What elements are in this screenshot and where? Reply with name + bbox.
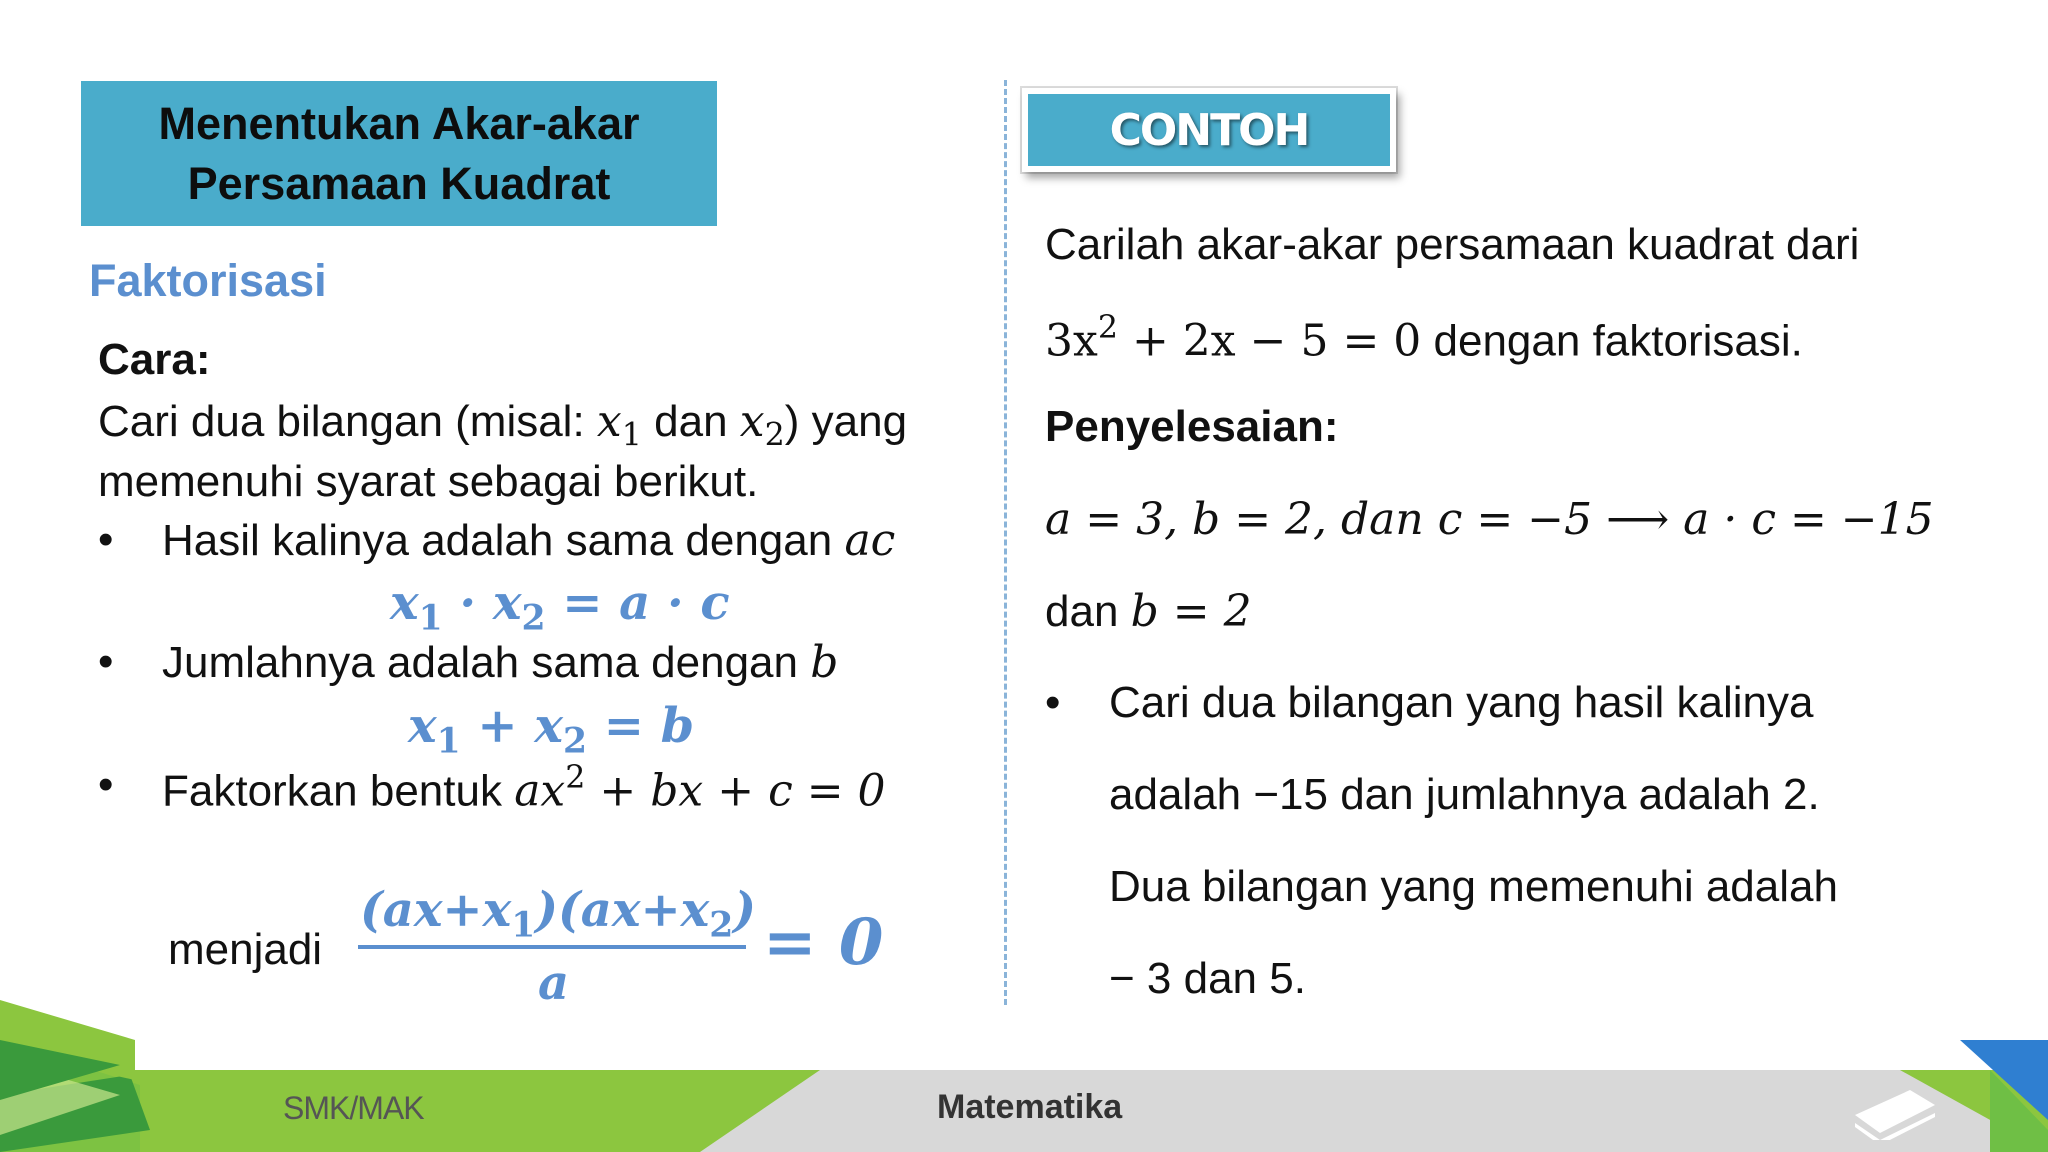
bullet-2-text: Jumlahnya adalah sama dengan b [162,637,839,688]
bullet-dot: • [98,515,114,564]
example-bullet-dot: • [1045,678,1061,727]
dan-line: dan b = 2 [1045,586,1252,637]
bullet-dot: • [98,760,114,809]
footer-school-label: SMK/MAK [283,1090,424,1126]
contoh-badge [1022,88,1396,172]
values-line: a = 3, b = 2, dan c = −5 ⟶ a · c = −15 [1045,494,1934,545]
example-bullet-line-4: − 3 dan 5. [1109,954,1306,1003]
example-bullet-line-3: Dua bilangan yang memenuhi adalah [1109,862,1838,911]
fraction-denominator: a [538,955,570,1011]
example-equation: $3x^2 + 2x - 5 = 0$ dengan faktorisasi. [1045,310,1803,367]
example-bullet-line-1: Cari dua bilangan yang hasil kalinya [1109,678,1814,727]
penyelesaian-label: Penyelesaian: [1045,402,1339,451]
footer-gray-band [700,1070,2048,1152]
sum-formula: $x_1 + x_2 = b$ [408,698,695,762]
book-logo-icon [1850,1085,1940,1140]
fraction-numerator: $(ax+x_1)(ax+x_2)$ [360,882,757,946]
equals-zero: = 0 [763,905,884,980]
column-divider [1004,80,1007,1005]
bullet-3-text: Faktorkan bentuk $ax^2$ + bx + c = 0 [162,760,886,817]
title-line-1: Menentukan Akar-akar [158,97,640,149]
intro-line-2: memenuhi syarat sebagai berikut. [98,457,759,506]
example-bullet-line-2: adalah −15 dan jumlahnya adalah 2. [1109,770,1820,819]
section-heading: Faktorisasi [89,255,327,306]
left-decor-icon [0,980,150,1100]
footer-subject-label: Matematika [937,1088,1123,1126]
title-line-2: Persamaan Kuadrat [187,157,611,209]
product-formula: $x_1 \cdot x_2 = a \cdot c$ [390,575,730,639]
bullet-1-text: Hasil kalinya adalah sama dengan ac [162,515,896,566]
title-box [81,81,717,226]
fraction-bar [358,945,746,949]
bullet-dot: • [98,637,114,686]
menjadi-label: menjadi [168,925,323,974]
intro-line-1: Cari dua bilangan (misal: $x_1$ dan $x_2$) yang [98,396,908,454]
cara-label: Cara: [98,335,211,384]
example-line-1: Carilah akar-akar persamaan kuadrat dari [1045,220,1860,269]
contoh-label: CONTOH [1109,104,1309,156]
